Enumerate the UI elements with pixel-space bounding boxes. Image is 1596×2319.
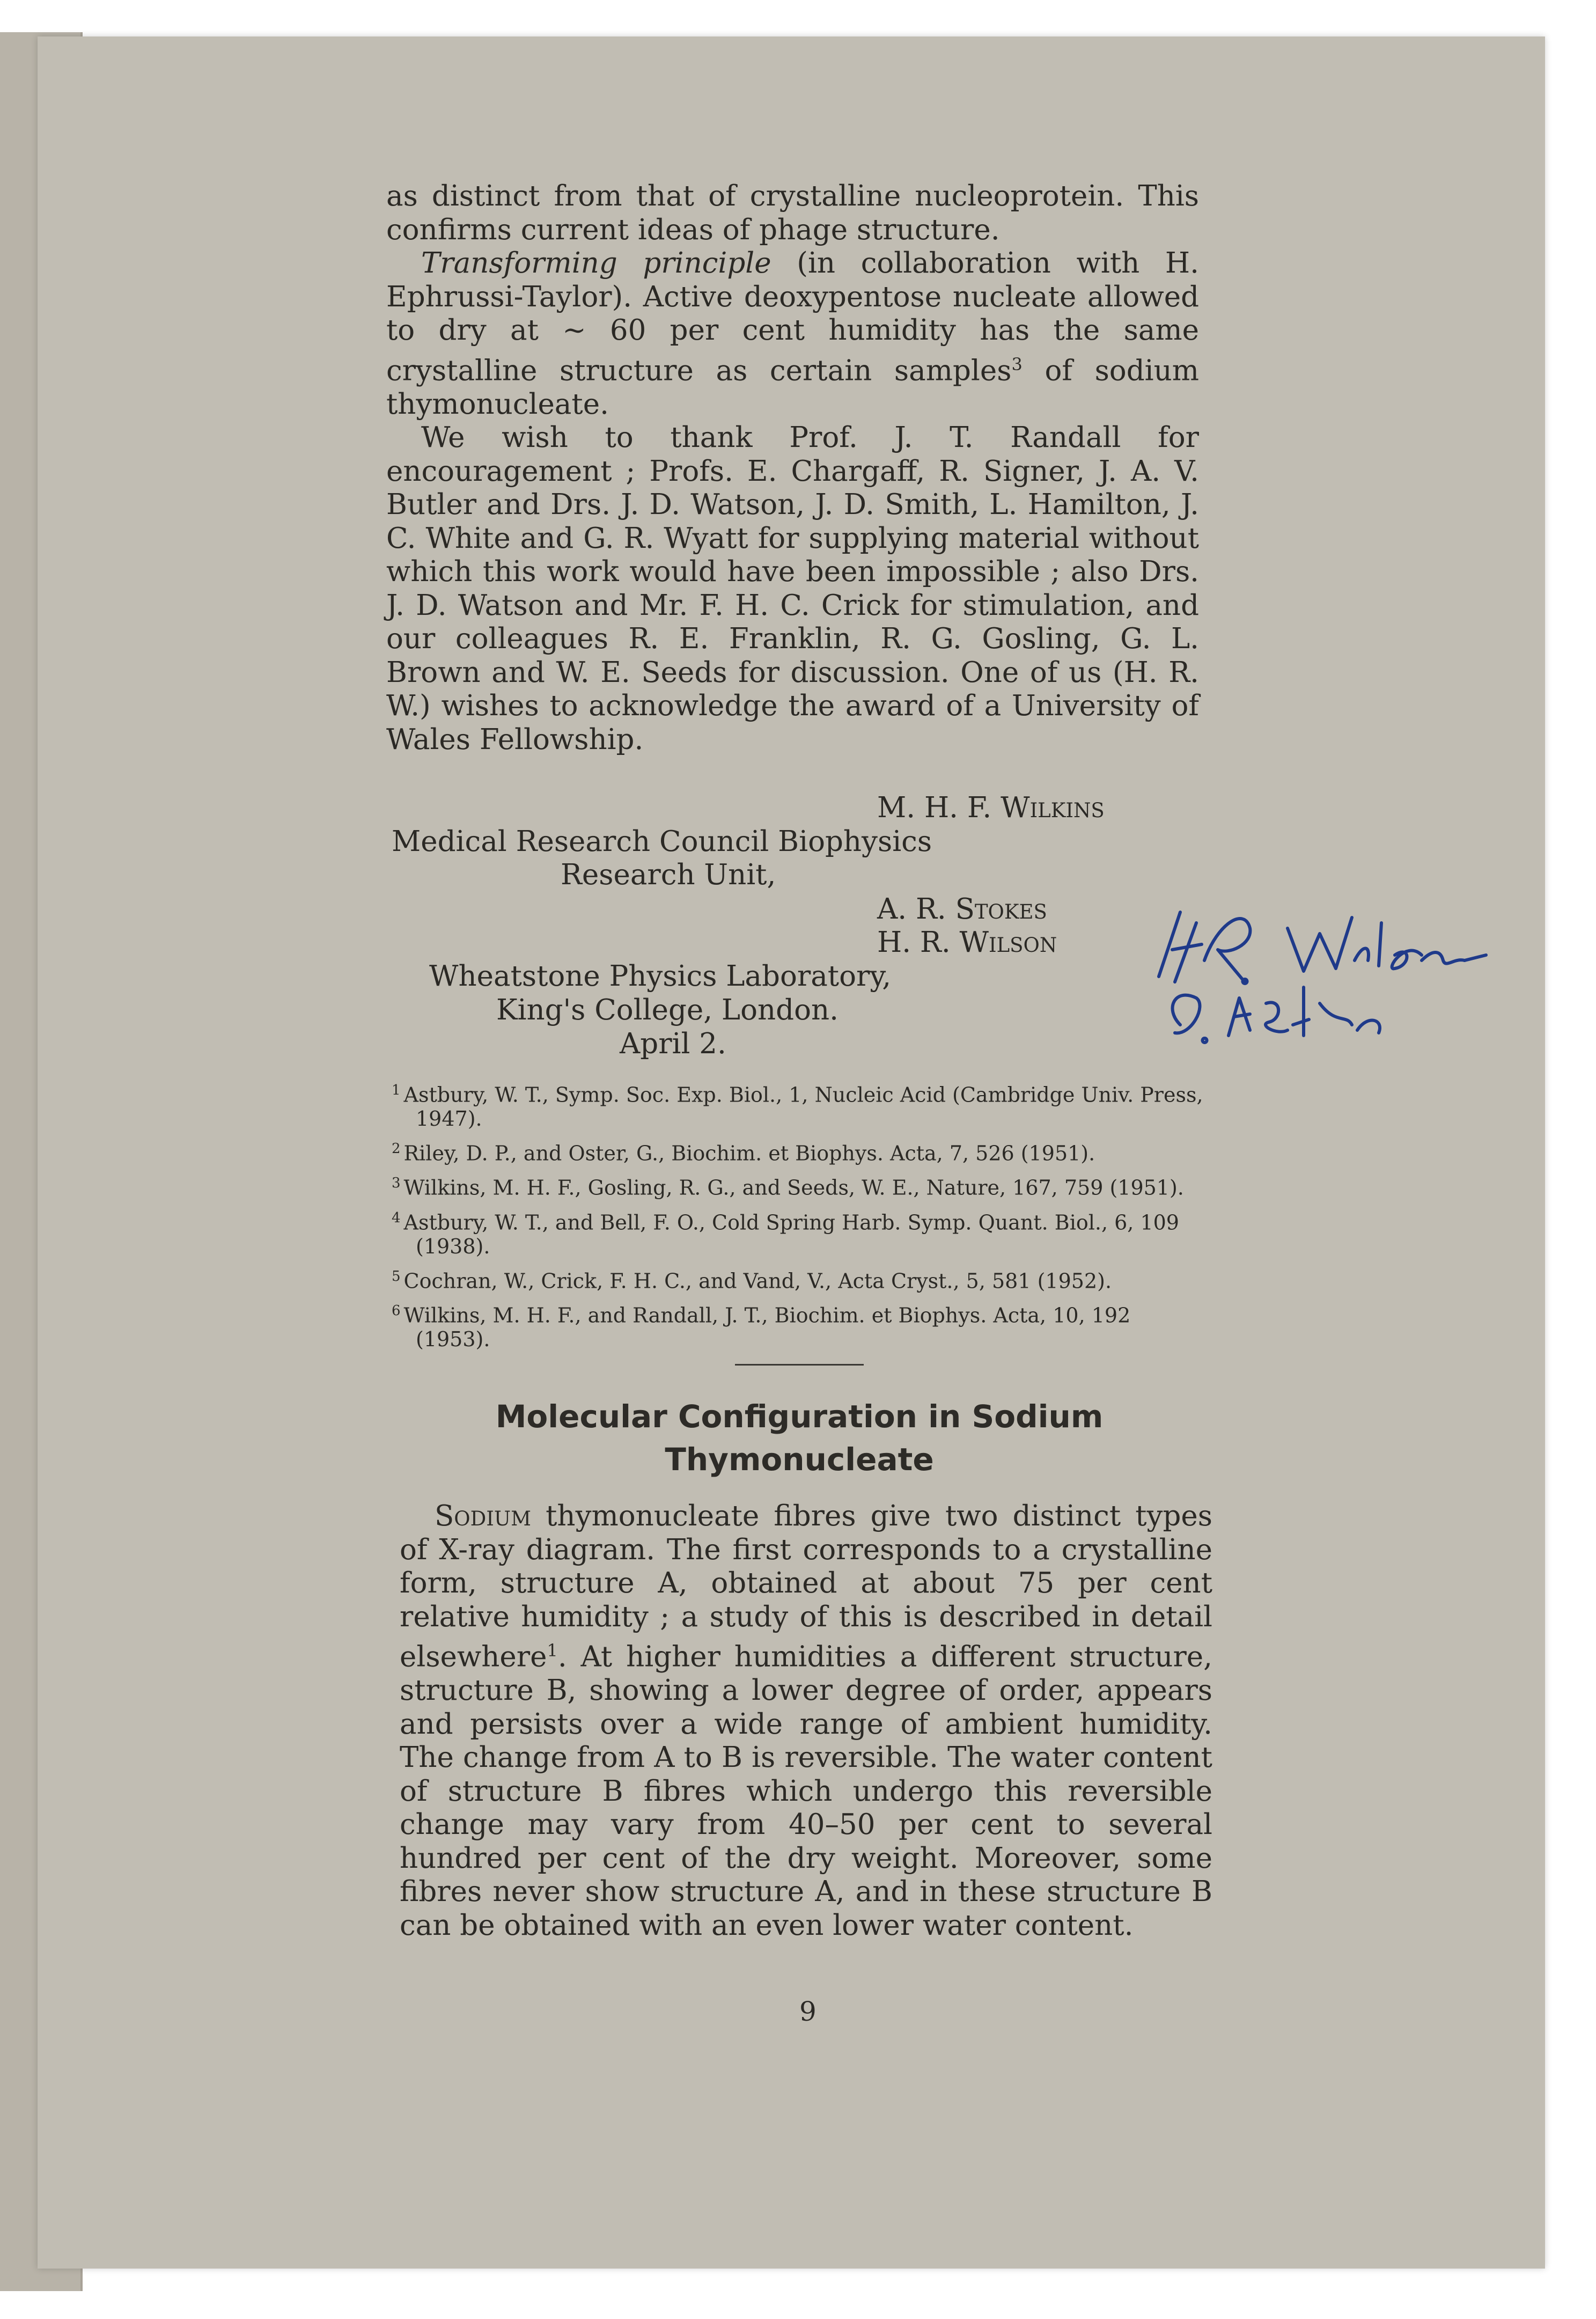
acknowledgement-paragraph: We wish to thank Prof. J. T. Randall for encouragement ; Profs. E. Chargaff, R. Signer, J. A. V. Butler and Drs. J. D. Watson, J. D. Smith, L. Hamilton, J. C. White and G. R. Wyatt for supplying material without which this work would have been impossible ; also Drs. J. D. Watson and Mr. F. H. C. Crick for stimulation, and our colleagues R. E. Franklin, R. G. Gosling, G. L. Brown and W. E. Seeds for discussion. One of us (H. R. W.) wishes to acknowledge the award of a University of Wales Fellowship. <box>386 421 1199 756</box>
intro-paragraph: as distinct from that of crystalline nucleoprotein. This confirms current ideas of phage structure. <box>386 180 1199 246</box>
handwritten-signatures <box>1143 880 1518 1057</box>
transforming-paragraph: Transforming principle (in collaboration with H. Ephrussi-Taylor). Active deoxypentose nucleate allowed to dry at ∼ 60 per cent humidity has the same crystalline structure as certain samples$^3$ of sodium thymonucleate. <box>386 247 1199 421</box>
reference-item: $^2$ Riley, D. P., and Oster, G., Biochim. et Biophys. Acta, 7, 526 (1951). <box>392 1140 1095 1165</box>
reference-item: $^1$ Astbury, W. T., Symp. Soc. Exp. Biol., 1, Nucleic Acid (Cambridge Univ. Press, 1947). <box>392 1082 1203 1131</box>
affiliation-mrc-line1: Medical Research Council Biophysics <box>392 825 932 858</box>
author-stokes: A. R. Stokes <box>877 893 1047 926</box>
affiliation-mrc-line2: Research Unit, <box>561 858 776 891</box>
body-paragraph: Sodium thymonucleate fibres give two distinct types of X-ray diagram. The first corresponds to a crystalline form, structure A, obtained at about 75 per cent relative humidity ; a study of this is described in detail elsewhere$^1$. At higher humidities a different structure, structure B, showing a lower degree of order, appears and persists over a wide range of ambient humidity. The change from A to B is reversible. The water content of structure B fibres which undergo this reversible change may vary from 40–50 per cent to several hundred per cent of the dry weight. Moreover, some fibres never show structure A, and in these structure B can be obtained with an even lower water content. <box>400 1500 1212 1942</box>
affiliation-kings-line2: King's College, London. <box>496 994 839 1026</box>
reference-item: $^4$ Astbury, W. T., and Bell, F. O., Cold Spring Harb. Symp. Quant. Biol., 6, 109 (1938). <box>392 1209 1179 1258</box>
section-divider <box>735 1364 864 1366</box>
reference-item: $^6$ Wilkins, M. H. F., and Randall, J. T., Biochim. et Biophys. Acta, 10, 192 (1953). <box>392 1303 1131 1351</box>
date: April 2. <box>620 1028 726 1060</box>
author-wilson: H. R. Wilson <box>877 926 1057 959</box>
top-paragraphs <box>386 180 1199 757</box>
article-title: Molecular Configuration in Sodium Thymonucleate <box>495 1398 1104 1478</box>
affiliation-kings-line1: Wheatstone Physics Laboratory, <box>429 960 892 993</box>
article-body <box>400 1500 1212 1942</box>
author-wilkins: M. H. F. Wilkins <box>877 791 1105 824</box>
page-number: 9 <box>799 1996 817 2027</box>
reference-item: $^3$ Wilkins, M. H. F., Gosling, R. G., and Seeds, W. E., Nature, 167, 759 (1951). <box>392 1175 1184 1200</box>
references <box>392 1078 1207 1357</box>
reference-item: $^5$ Cochran, W., Crick, F. H. C., and Vand, V., Acta Cryst., 5, 581 (1952). <box>392 1268 1112 1293</box>
